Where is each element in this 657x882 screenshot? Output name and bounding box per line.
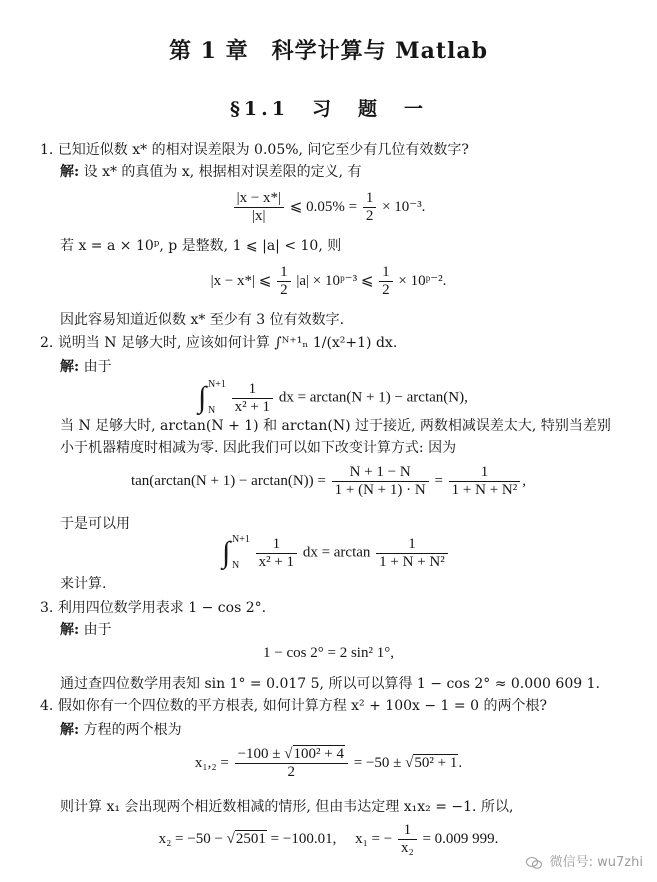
problem-3-equation: 1 − cos 2° = 2 sin² 1°, [263, 645, 394, 661]
fraction: $\frac{1}{\text{1 + N + N²}}$ [376, 536, 448, 571]
fraction: $\frac{\text{−100 ± √100² + 4}}{2}$ [235, 746, 348, 781]
problem-4-solution-intro [60, 720, 182, 740]
solution-label: 解: [60, 722, 80, 738]
problem-1-conclusion: 因此容易知道近似数 x* 至少有 3 位有效数字. [60, 312, 345, 328]
problem-number: 3. [40, 600, 54, 616]
integral-limits: N+1 N [231, 534, 250, 571]
integral-sign: ∫ [222, 536, 231, 569]
fraction: $\frac{1}{\text{1 + N + N²}}$ [449, 464, 521, 499]
problem-number: 4. [40, 698, 54, 714]
solution-label: 解: [60, 359, 80, 375]
problem-2-equation-2: tan(arctan(N + 1) − arctan(N)) = $\frac{N + 1 - N}{1 + (N + 1) \cdot N}$ = $\frac{1}{\text{1 + N + N²}}$ , [130, 464, 526, 498]
square-root: 2501 [235, 830, 266, 847]
fraction: $\frac{N + 1 - N}{1 + (N + 1) \cdot N}$ [332, 464, 429, 499]
problem-2-equation-1: ∫ N+1 N $\frac{1}{\text{x² + 1}}$ dx = arctan(N + 1) − arctan(N), [198, 372, 468, 424]
section-title: §1.1 习 题 一 [230, 98, 427, 120]
chapter-title: 第 1 章 科学计算与 Matlab [168, 38, 489, 64]
problem-2-question [40, 333, 397, 353]
square-root: 50² + 1 [414, 754, 458, 771]
problem-4-text: 则计算 x₁ 会出现两个相近数相减的情形, 但由韦达定理 x₁x₂ = −1. 所以, [60, 799, 514, 815]
fraction: $\frac{1}{\text{x₂}}$ [398, 822, 417, 857]
problem-4-question [40, 696, 547, 716]
fraction: $\frac{1}{\text{x² + 1}}$ [232, 381, 273, 416]
problem-2-text-1: 当 N 足够大时, arctan(N + 1) 和 arctan(N) 过于接近, 两数相减误差太大, 特别当差别 [60, 418, 611, 434]
problem-1-equation-1: $\frac{|x - x*|}{|x|}$ ⩽ 0.05% = $\frac{1}{2}$ × 10⁻³. [0, 190, 657, 225]
wechat-watermark [526, 851, 643, 870]
solution-text: 设 x* 的真值为 x, 根据相对误差限的定义, 有 [83, 164, 362, 180]
problem-4-equation-1: x₁,₂ = $\frac{\text{−100 ± √100² + 4}}{2}$ = −50 ± √50² + 1. [194, 746, 463, 780]
problem-2-solution-intro [60, 357, 112, 377]
problem-3-solution-intro [60, 620, 112, 640]
integral-sign: ∫ [198, 381, 207, 414]
question-text: 已知近似数 x* 的相对误差限为 0.05%, 问它至少有几位有效数字? [57, 142, 469, 158]
question-text: 假如你有一个四位数的平方根表, 如何计算方程 x² + 100x − 1 = 0 的两个根? [57, 698, 547, 714]
problem-1-condition: 若 x = a × 10ᵖ, p 是整数, 1 ⩽ |a| < 10, 则 [60, 238, 342, 254]
problem-2-equation-3: ∫ N+1 N $\frac{1}{\text{x² + 1}}$ dx = arctan $\frac{1}{\text{1 + N + N²}}$ [222, 527, 450, 579]
question-text: 利用四位数学用表求 1 − cos 2°. [57, 600, 267, 616]
watermark-text: 微信号: wu7zhi [549, 855, 643, 870]
problem-number: 1. [40, 142, 54, 158]
fraction: $\frac{1}{2}$ [277, 264, 291, 299]
problem-3-text: 通过查四位数学用表知 sin 1° = 0.017 5, 所以可以算得 1 − cos 2° ≈ 0.000 609 1. [60, 676, 600, 692]
problem-number: 2. [40, 335, 54, 351]
fraction: $\frac{1}{\text{x² + 1}}$ [256, 536, 297, 571]
problem-2-text-2: 小于机器精度时相减为零. 因此我们可以如下改变计算方式: 因为 [60, 440, 457, 456]
fraction: $\frac{|x - x*|}{|x|}$ [234, 190, 284, 225]
problem-4-equation-2: x₂ = −50 − √2501 = −100.01, x₁ = − $\frac{1}{\text{x₂}}$ = 0.009 999. [158, 822, 499, 856]
fraction: $\frac{1}{2}$ [363, 190, 377, 225]
solution-text: 由于 [83, 359, 112, 375]
integral-limits: N+1 N [207, 379, 226, 416]
solution-label: 解: [60, 164, 80, 180]
fraction: $\frac{1}{2}$ [379, 264, 393, 299]
problem-2-text-3: 于是可以用 [60, 516, 130, 532]
wechat-icon [526, 857, 542, 869]
problem-1-equation-2: |x − x*| ⩽ $\frac{1}{2}$ |a| × 10ᵖ⁻³ ⩽ $\frac{1}{2}$ × 10ᵖ⁻². [210, 264, 447, 298]
problem-2-text-4: 来计算. [60, 576, 107, 592]
solution-label: 解: [60, 622, 80, 638]
problem-1-question [40, 140, 469, 160]
problem-3-question [40, 598, 266, 618]
solution-text: 由于 [83, 622, 112, 638]
solution-text: 方程的两个根为 [83, 722, 182, 738]
problem-1-solution-intro [60, 162, 362, 182]
question-text: 说明当 N 足够大时, 应该如何计算 ∫ᴺ⁺¹ₙ 1/(x²+1) dx. [57, 335, 398, 351]
